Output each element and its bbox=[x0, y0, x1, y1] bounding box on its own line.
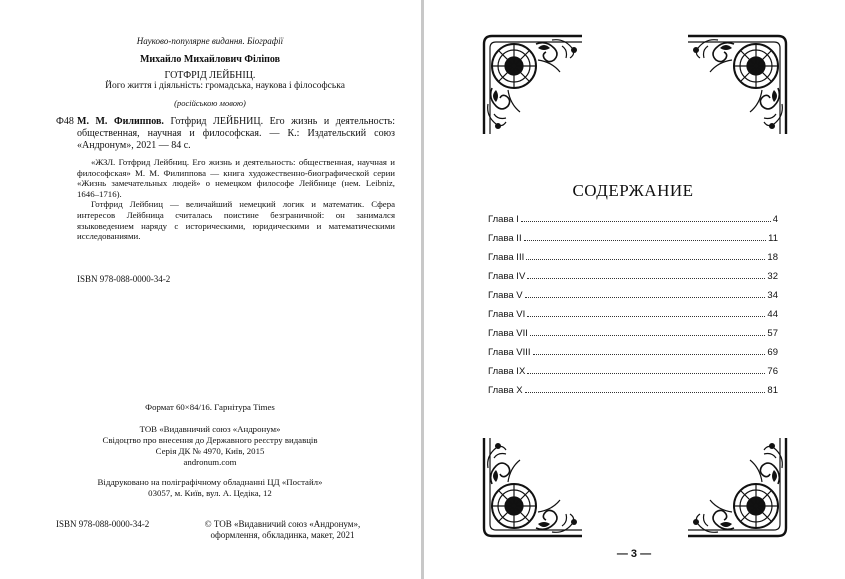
toc-page-number: 34 bbox=[767, 290, 778, 301]
toc-entry-10[interactable] bbox=[488, 377, 778, 396]
toc-leader bbox=[533, 354, 766, 355]
toc-leader bbox=[524, 240, 767, 241]
toc-label: Глава V bbox=[488, 290, 523, 301]
toc-leader bbox=[527, 316, 765, 317]
toc-leader bbox=[526, 259, 765, 260]
toc-page-number: 57 bbox=[767, 328, 778, 339]
toc-label: Глава I bbox=[488, 214, 519, 225]
language-note: (російською мовою) bbox=[174, 98, 246, 108]
catalog-code: Ф48 bbox=[56, 116, 74, 127]
corner-ornament-icon bbox=[478, 30, 588, 140]
bib-author: М. М. Филиппов. bbox=[77, 116, 164, 127]
isbn-top: ISBN 978-088-0000-34-2 bbox=[77, 274, 171, 284]
toc-leader bbox=[525, 297, 766, 298]
toc-label: Глава IX bbox=[488, 366, 526, 377]
toc-heading: СОДЕРЖАНИЕ bbox=[572, 181, 694, 200]
toc-entry-7[interactable] bbox=[488, 320, 778, 339]
series-line: Науково-популярне видання. Біографії bbox=[136, 36, 284, 46]
book-title: ГОТФРІД ЛЕЙБНІЦ. bbox=[164, 70, 256, 81]
bibliographic-record bbox=[77, 116, 395, 152]
toc-page-number: 81 bbox=[767, 385, 778, 396]
publisher-line: Серія ДК № 4970, Київ, 2015 bbox=[155, 446, 265, 456]
toc-label: Глава VIII bbox=[488, 347, 531, 358]
toc-entry-4[interactable] bbox=[488, 263, 778, 282]
toc-page-number: 69 bbox=[767, 347, 778, 358]
toc-leader bbox=[527, 278, 765, 279]
toc-label: Глава II bbox=[488, 233, 522, 244]
left-page bbox=[0, 0, 421, 579]
toc-label: Глава X bbox=[488, 385, 523, 396]
toc-page-number: 11 bbox=[768, 233, 778, 244]
publisher-block bbox=[60, 424, 360, 468]
corner-ornament-icon bbox=[682, 432, 792, 542]
toc-page-number: 76 bbox=[767, 366, 778, 377]
toc-page-number: 18 bbox=[767, 252, 778, 263]
author-name: Михайло Михайлович Філіпов bbox=[139, 54, 281, 65]
right-page bbox=[424, 0, 845, 579]
annotation-paragraph: «ЖЗЛ. Готфрид Лейбниц. Его жизнь и деятельность: общественная, научная и философская» М. М. Филиппова — книга художественно-биографической серии «Жизнь замечательных людей» о немецком философе Лейбнице (нем. Leibniz, 1646–1716). bbox=[77, 157, 395, 199]
toc-entry-2[interactable] bbox=[488, 225, 778, 244]
table-of-contents bbox=[488, 206, 778, 396]
toc-label: Глава IV bbox=[488, 271, 526, 282]
toc-entry-5[interactable] bbox=[488, 282, 778, 301]
printer-address: 03057, м. Київ, вул. А. Цедіка, 12 bbox=[148, 488, 272, 498]
toc-leader bbox=[525, 392, 766, 393]
book-subtitle: Його життя і діяльність: громадська, наукова і філософська bbox=[105, 81, 345, 91]
printer-line: Віддруковано на поліграфічному обладнанні ЦД «Постайл» bbox=[97, 477, 323, 487]
toc-page-number: 32 bbox=[767, 271, 778, 282]
copyright-line: оформлення, обкладинка, макет, 2021 bbox=[210, 530, 355, 540]
toc-page-number: 4 bbox=[772, 214, 778, 225]
copyright-line: © ТОВ «Видавничий союз «Андронум», bbox=[204, 519, 361, 529]
toc-label: Глава VI bbox=[488, 309, 526, 320]
toc-entry-3[interactable] bbox=[488, 244, 778, 263]
toc-leader bbox=[527, 373, 765, 374]
publisher-website: andronum.com bbox=[183, 457, 237, 467]
toc-page-number: 44 bbox=[767, 309, 778, 320]
toc-entry-9[interactable] bbox=[488, 358, 778, 377]
bib-text: Готфрид ЛЕЙБНИЦ. Его жизнь и деятельность: общественная, научная и философская. — К.: Издательский союз «Андронум», 2021 — 84 с. bbox=[77, 116, 396, 151]
toc-label: Глава VII bbox=[488, 328, 528, 339]
toc-entry-8[interactable] bbox=[488, 339, 778, 358]
printer-block bbox=[60, 477, 360, 499]
publisher-line: Свідоцтво про внесення до Державного реєстру видавців bbox=[102, 435, 318, 445]
toc-leader bbox=[521, 221, 771, 222]
page-number: — 3 — bbox=[616, 548, 652, 560]
toc-label: Глава III bbox=[488, 252, 525, 263]
corner-ornament-icon bbox=[478, 432, 588, 542]
copyright-block bbox=[190, 519, 375, 541]
publisher-line: ТОВ «Видавничий союз «Андронум» bbox=[139, 424, 281, 434]
annotation-paragraph: Готфрид Лейбниц — величайший немецкий логик и математик. Сфера интересов Лейбница считалась поистине безграничной: он занимался языковедением наряду с историческими, юридическими и математическими исследованиями. bbox=[77, 199, 395, 242]
toc-leader bbox=[530, 335, 766, 336]
corner-ornament-icon bbox=[682, 30, 792, 140]
format-line: Формат 60×84/16. Гарнітура Times bbox=[145, 402, 275, 412]
toc-entry-1[interactable] bbox=[488, 206, 778, 225]
annotation bbox=[77, 157, 395, 242]
toc-entry-6[interactable] bbox=[488, 301, 778, 320]
isbn-bottom: ISBN 978-088-0000-34-2 bbox=[56, 519, 150, 529]
